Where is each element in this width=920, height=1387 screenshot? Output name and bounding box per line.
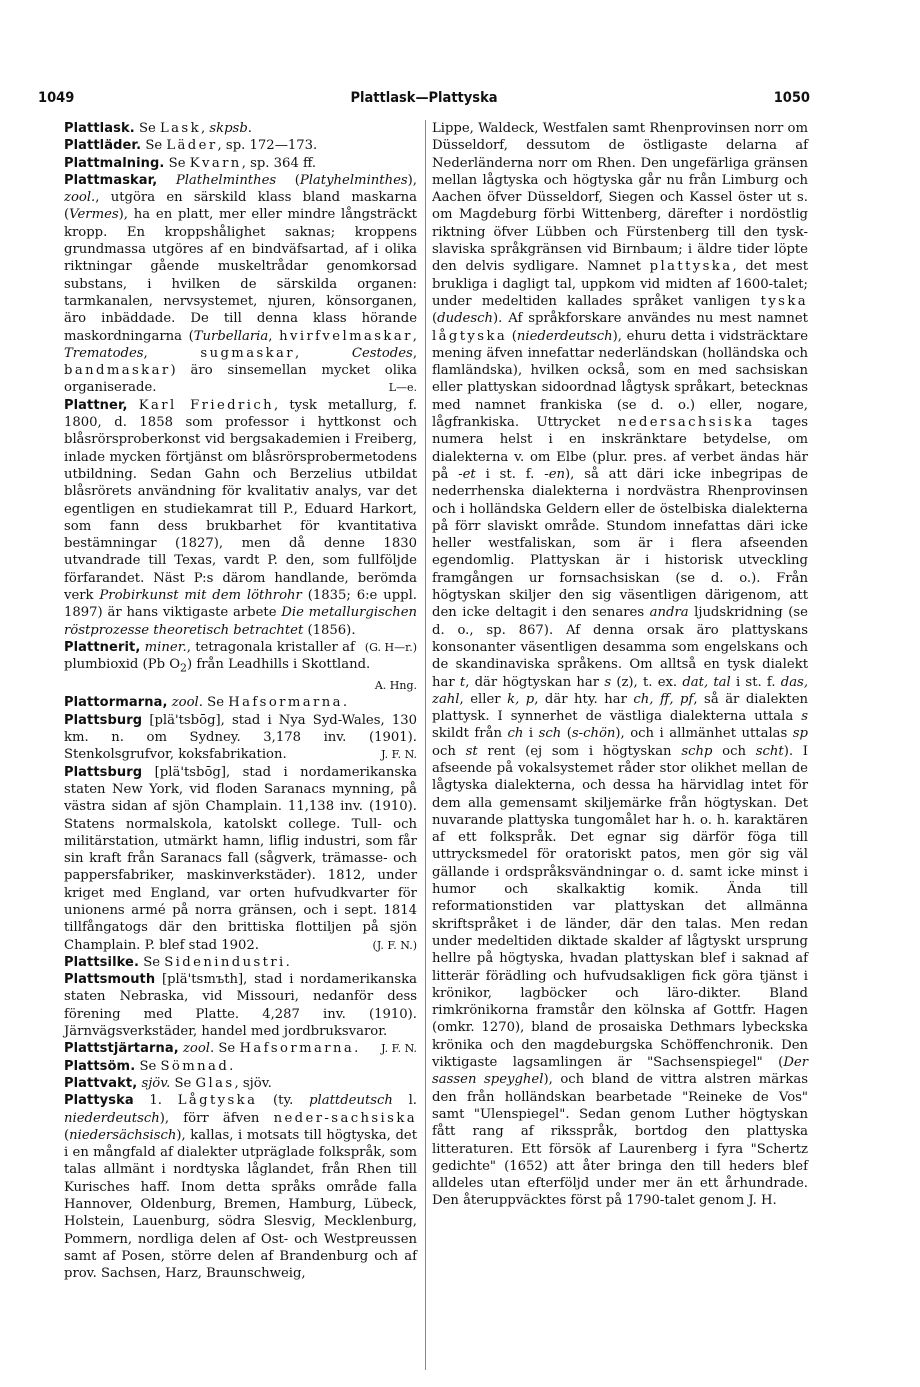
cross-reference: Hafsormarna: [228, 695, 343, 711]
cross-reference: Hafsormarna: [239, 1041, 355, 1057]
left-column: [64, 120, 417, 1283]
entry-plattormarna: Plattormarna, zool. Se Hafsormarna.: [64, 695, 348, 711]
entry-plattvakt: Plattvakt, sjöv. Se Glas, sjöv.: [64, 1075, 272, 1091]
entry-plattyska-continued: Lippe, Waldeck, Westfalen samt Rhenprovinsen norr om Düsseldorf, dessutom de östligaste delarna af Nederländerna norr om Rhen. Den ungefärliga gränsen mellan lågtyska och högtyska går nu från Limburg och Aachen öfver Düsseldorf, Siegen och Kassel öster ut s. om Magdeburg förbi Wittenberg, därefter i nordöstlig riktning öfver Lübben och Fürstenberg till den tysk-slaviska språkgränsen vid Birnbaum; i äldre tider löpte den delvis sydligare. Namnet plattyska, det mest brukliga i dagligt tal, uppkom vid midten af 1600-talet; under medeltiden kallades språket vanligen tyska (dudesch). Af språkforskare användes nu mest namnet lågtyska (niederdeutsch), ehuru detta i vidsträcktare mening äfven innefattar nederländskan (holländska och flamländska), hvilken också, som en med sachsiskan eller plattyskan sidoordnad lågtysk språkart, betecknas med namnet frankiska (se d. o.) eller, nogare, lågfrankiska. Uttrycket nedersachsiska tages numera helst i en inskränktare betydelse, om dialekterna v. om Elbe (plur. pres. af verbet ändas här på -et i st. f. -en), så att däri icke inbegripas de nederrhenska dialekterna i nordvästra Rhenprovinsen och i holländska Geldern eller de östelbiska dialekterna på förr slaviskt område. Stundom innefattas däri icke heller westfaliskan, som är i flera afseenden egendomlig. Plattyskan är i historisk utveckling framgången ur fornsachsiskan (se d. o.). Från högtyskan skiljer den sig väsentligen därigenom, att den icke deltagit i den senares andra ljudskridning (se d. o., sp. 867). Af denna orsak äro plattyskans konsonanter väsentligen desamma som engelskans och de skandinaviska språkens. Om alltså en tysk dialekt har t, där högtyskan har s (z), t. ex. dat, tal i st. f. das, zahl, eller k, p, där hty. har ch, ff, pf, så är dialekten plattysk. I synnerhet de västliga dialekterna uttala s skildt från ch i sch (s-chön), och i allmänhet uttalas sp och st rent (ej som i högtyskan schp och scht). I afseende på vokalsystemet råder stor olikhet mellan de lågtyska dialekterna, och dessa ha härvidlag intet för dem alla gemensamt skiljemärke från högtyskan. Det nuvarande plattyska tungomålet har h. o. h. karaktären af ett folkspråk. Det egnar sig därför föga till uttrycksmedel för oratoriskt patos, men gör sig väl gällande i ordspråksvändningar o. d. samt icke minst i humor och skalkaktig komik. Ända till reformationstiden var plattyskan det allmänna skriftspråket i de länder, där den talas. Men redan under medeltiden diktade skalder af lågtyskt ursprung hellre på högtyska, hvadan plattyskan blef i saknad af litterär förädling och hufvudsakligen fick göra tjänst i krönikor, lagböcker och läro-dikter. Bland rimkrönikorna framstår den kölnska af Gottfr. Hagen (omkr. 1270), bland de prosaiska Dethmars lybeckska krönika och den magdeburgska Schöffenchronik. Den viktigaste lagsamlingen är "Sachsenspiegel" (Der sassen speyghel), och bland de vittra alstren märkas den från holländskan bearbetade "Reineke de Vos" samt "Ulenspiegel". Sedan genom Luther högtyskan fått rang af riksspråk, bortdog den plattyska litteraturen. Ett försök af Laurenberg i fyra "Schertz gedichte" (1652) att åter bringa den till heders blef alldeles utan efterföljd under mer än ett århundrade. Den återuppväcktes först på 1790-talet genom J. H.: [432, 121, 809, 1209]
entry-plattsburg-ny: Plattsburg [plä'tsbōg], stad i nordamerikanska staten New York, vid floden Saranacs mynning, på västra sidan af sjön Champlain. 11,138 inv. (1910). Statens normalskola, katolskt college. Tull- och militärstation, utmärkt hamn, liflig industri, som får sin kraft från Saranacs fall (sågverk, trämasse- och pappersfabriker, maskinverkstäder). 1812, under kriget med England, var orten hufvudkvarter för unionens armé på norra gränsen, och i sept. 1814 tillfångatogs där den brittiska flottiljen på sjön Champlain. P. blef stad 1902. (J. F. N.): [64, 764, 417, 953]
page-header: [38, 90, 810, 110]
page-title: Plattlask—Plattyska: [350, 90, 498, 106]
author-signature: A. Hng.: [374, 679, 417, 693]
entry-plattner: Plattner, Karl Friedrich, tysk metallurg, f. 1800, d. 1858 som professor i hyttkonst och blåsrörsproberkonst vid bergsakademien i Freiberg, inlade mycken förtjänst om blåsrörsprobermetodens utbildning. Sedan Gahn och Berzelius utbildat blåsrörets användning för kvalitativ analys, var det egentligen en studiekamrat till P., Eduard Harkort, som fann dess brukbarhet för kvantitativa bestämningar (1827), men då denne 1830 utvandrade till Texas, vardt P. den, som fullföljde förfarandet. Näst P:s därom handlande, berömda verk Probirkunst mit dem löthrohr (1835; 6:e uppl. 1897) är hans viktigaste arbete Die metallurgischen röstprozesse theoretisch betrachtet (1856). (G. H—r.): [64, 397, 417, 639]
cross-reference: Lask: [159, 121, 201, 136]
entry-plattlask: Plattlask. Se Lask, skpsb.: [64, 121, 252, 136]
page-number-left: 1049: [38, 90, 75, 106]
entry-plattsilke: Plattsilke. Se Sidenindustri.: [64, 954, 290, 970]
entry-plattmaskar: Plattmaskar, Plathelminthes (Platyhelminthes), zool., utgöra en särskild klass bland maskarna (Vermes), ha en platt, mer eller mindre långsträckt kropp. En kroppshålighet saknas; kroppens grundmassa utgöres af en bindväfsartad, af i olika riktningar gående muskeltrådar genomkorsad substans, i hvilken de särskilda organen: tarmkanalen, nervsystemet, njuren, könsorganen, äro inbäddade. De till denna klass hörande maskordningarna (Turbellaria, hvirfvelmaskar, Trematodes, sugmaskar, Cestodes, bandmaskar) äro sinsemellan mycket olika organiserade. L—e.: [64, 172, 418, 396]
entry-plattsmouth: Plattsmouth [plä'tsmъth], stad i nordamerikanska staten Nebraska, vid Missouri, nedanför dess förening med Platte. 4,287 inv. (1910). Järnvägsverkstäder, handel med jordbruksvaror. J. F. N.: [64, 971, 417, 1040]
author-signature: L—e.: [388, 381, 417, 395]
cross-reference: Sidenindustri: [164, 954, 286, 970]
cross-reference: Läder: [166, 138, 218, 154]
author-signature: J. F. N.: [381, 748, 417, 762]
entry-plattnerit: Plattnerit, miner., tetragonala kristaller af plumbioxid (Pb $O_2$) från Leadhills i Skottland.: [64, 639, 371, 675]
column-divider: [425, 120, 426, 1370]
cross-reference: Glas: [195, 1075, 235, 1091]
entry-plattmalning: Plattmalning. Se Kvarn, sp. 364 ff.: [64, 155, 317, 171]
page-number-right: 1050: [773, 90, 810, 106]
entry-plattlader: Plattläder. Se Läder, sp. 172—173.: [64, 138, 318, 154]
cross-reference: Sömnad: [160, 1058, 230, 1074]
author-signature: (J. F. N.): [372, 938, 417, 952]
right-column: [432, 120, 808, 1210]
entry-plattyska: Plattyska 1. Lågtyska (ty. plattdeutsch l. niederdeutsch), förr äfven neder-sachsiska (niedersächsisch), kallas, i motsats till högtyska, det i en mångfald af dialekter utpräglade folkspråk, som talas allmänt i nordtyska låglandet, från Rhen till Kurisches haff. Inom detta språks område falla Hannover, Oldenburg, Bremen, Hamburg, Lübeck, Holstein, Lauenburg, södra Slesvig, Mecklenburg, Pommern, nordliga delen af Ost- och Westpreussen samt af Posen, större delen af Brandenburg och af prov. Sachsen, Harz, Braunschweig,: [64, 1093, 417, 1282]
entry-plattsom: Plattsöm. Se Sömnad.: [64, 1058, 234, 1074]
cross-reference: Kvarn: [189, 155, 242, 171]
author-signature: (G. H—r.): [364, 640, 417, 654]
entry-plattstjartarna: Plattstjärtarna, zool. Se Hafsormarna.: [64, 1041, 359, 1057]
entry-plattsburg-nsw: Plattsburg [plä'tsbōg], stad i Nya Syd-Wales, 130 km. n. om Sydney. 3,178 inv. (1901). Stenkolsgrufvor, koksfabrikation. J. F. N.: [64, 712, 417, 763]
author-signature: J. F. N.: [381, 1042, 417, 1056]
